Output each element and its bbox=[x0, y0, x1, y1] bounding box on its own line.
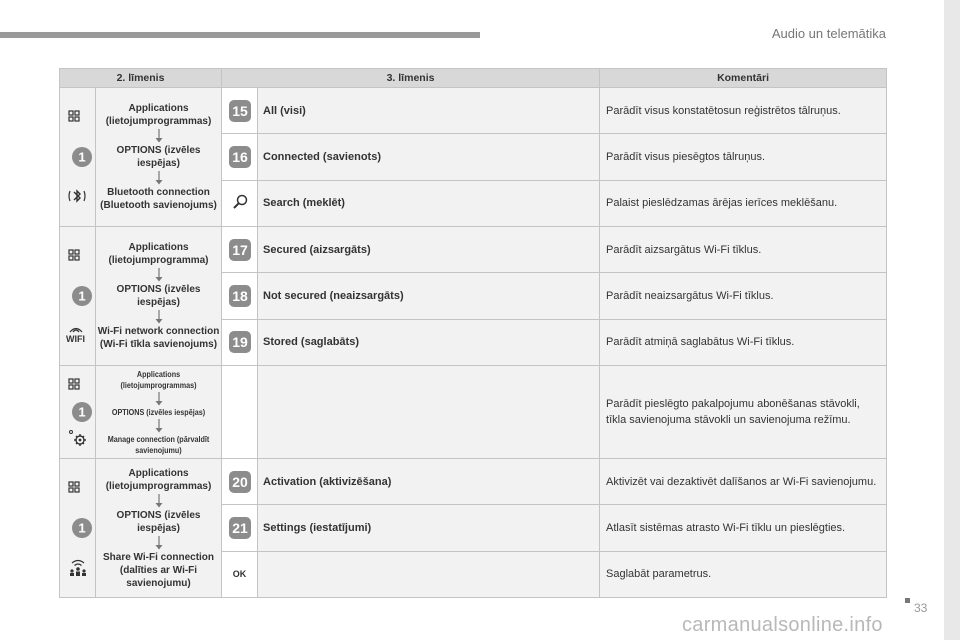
level1-number-badge bbox=[71, 517, 93, 539]
level3-option-label: All (visi) bbox=[258, 88, 600, 134]
page-number: 33 bbox=[914, 601, 928, 615]
svg-text:1: 1 bbox=[78, 288, 86, 304]
level3-badge-cell bbox=[222, 134, 258, 180]
wifi-label-icon bbox=[66, 325, 86, 344]
level1-number-badge bbox=[71, 146, 93, 168]
svg-text:1: 1 bbox=[78, 404, 86, 420]
svg-text:17: 17 bbox=[231, 241, 248, 258]
menu-path-step: Applications (lietojumprogrammas) bbox=[105, 103, 212, 127]
ok-icon: OK bbox=[232, 569, 247, 580]
menu-path bbox=[96, 102, 221, 212]
step-number-badge bbox=[228, 238, 252, 262]
menu-path-step: OPTIONS (izvēles iespējas) bbox=[116, 145, 201, 169]
level1-icon-cell bbox=[60, 366, 96, 459]
svg-text:15: 15 bbox=[231, 102, 248, 119]
arrow-down-icon bbox=[155, 392, 163, 406]
table-row bbox=[60, 459, 887, 505]
arrow-down-icon bbox=[155, 129, 163, 143]
menu-path-step: OPTIONS (izvēles iespējas) bbox=[111, 407, 206, 417]
grid-icon bbox=[68, 378, 80, 393]
step-number-badge bbox=[228, 145, 252, 169]
settings-gear-icon bbox=[67, 428, 89, 451]
header-level2: 2. līmenis bbox=[60, 69, 222, 88]
menu-path bbox=[96, 467, 221, 590]
side-strip bbox=[944, 0, 960, 640]
level3-badge-cell bbox=[222, 551, 258, 597]
level2-flow-cell bbox=[96, 88, 222, 227]
comment-cell: Parādīt atmiņā saglabātus Wi-Fi tīklus. bbox=[600, 319, 887, 365]
comment-cell: Aktivizēt vai dezaktivēt dalīšanos ar Wi-Fi savienojumu. bbox=[600, 459, 887, 505]
svg-text:19: 19 bbox=[231, 334, 248, 351]
comment-cell: Parādīt neaizsargātus Wi-Fi tīklus. bbox=[600, 273, 887, 319]
top-bar bbox=[0, 32, 480, 38]
arrow-down-icon bbox=[155, 310, 163, 324]
arrow-down-icon bbox=[155, 419, 163, 433]
level2-flow-cell bbox=[96, 459, 222, 598]
menu-path-step: OPTIONS (izvēles iespējas) bbox=[116, 284, 201, 308]
step-number-badge bbox=[228, 99, 252, 123]
menu-path bbox=[96, 241, 221, 351]
svg-text:21: 21 bbox=[231, 519, 248, 536]
arrow-down-icon bbox=[155, 268, 163, 282]
menu-path bbox=[96, 369, 221, 456]
level3-badge-cell bbox=[222, 88, 258, 134]
level3-option-label bbox=[258, 366, 600, 459]
arrow-down-icon bbox=[155, 494, 163, 508]
table-row bbox=[60, 227, 887, 273]
level3-option-label: Activation (aktivizēšana) bbox=[258, 459, 600, 505]
level3-badge-cell bbox=[222, 459, 258, 505]
level3-option-label: Connected (savienots) bbox=[258, 134, 600, 180]
step-number-badge bbox=[228, 516, 252, 540]
wifi-label: WIFI bbox=[66, 333, 85, 344]
section-title: Audio un telemātika bbox=[771, 26, 886, 41]
step-number-badge bbox=[228, 470, 252, 494]
watermark: carmanualsonline.info bbox=[682, 614, 883, 636]
table-header-row bbox=[60, 69, 887, 88]
menu-path-step: Manage connection (pārvaldīt savienojumu) bbox=[107, 434, 210, 455]
step-number-badge bbox=[228, 330, 252, 354]
grid-icon bbox=[68, 481, 80, 496]
menu-path-step: Applications (lietojumprogramma) bbox=[108, 242, 209, 266]
arrow-down-icon bbox=[155, 171, 163, 185]
menu-path-step: Applications (lietojumprogrammas) bbox=[105, 467, 212, 492]
comment-cell: Palaist pieslēdzamas ārējas ierīces meklēšanu. bbox=[600, 180, 887, 226]
header-level3: 3. līmenis bbox=[222, 69, 600, 88]
search-icon bbox=[230, 192, 250, 215]
level3-option-label: Search (meklēt) bbox=[258, 180, 600, 226]
level1-icon-cell bbox=[60, 227, 96, 366]
header-comments: Komentāri bbox=[600, 69, 887, 88]
comment-cell: Atlasīt sistēmas atrasto Wi-Fi tīklu un pieslēgties. bbox=[600, 505, 887, 551]
svg-text:20: 20 bbox=[231, 473, 248, 490]
level3-option-label: Secured (aizsargāts) bbox=[258, 227, 600, 273]
level3-badge-cell bbox=[222, 319, 258, 365]
step-number-badge bbox=[228, 284, 252, 308]
level3-option-label: Stored (saglabāts) bbox=[258, 319, 600, 365]
comment-cell: Parādīt aizsargātus Wi-Fi tīklus. bbox=[600, 227, 887, 273]
level3-badge-cell bbox=[222, 366, 258, 459]
comment-cell: Saglabāt parametrus. bbox=[600, 551, 887, 597]
svg-text:18: 18 bbox=[231, 287, 248, 304]
table-row bbox=[60, 88, 887, 134]
level2-flow-cell bbox=[96, 227, 222, 366]
menu-path-step: Wi-Fi network connection (Wi-Fi tīkla savienojums) bbox=[97, 326, 220, 350]
menu-table bbox=[59, 68, 887, 598]
share-wifi-icon bbox=[67, 557, 89, 580]
level3-badge-cell bbox=[222, 180, 258, 226]
table-row bbox=[60, 366, 887, 459]
comment-cell: Parādīt pieslēgto pakalpojumu abonēšanas stāvokli, tīkla savienojuma stāvokli un savienojuma režīmu. bbox=[600, 366, 887, 459]
menu-path-step: Bluetooth connection (Bluetooth savienojums) bbox=[100, 187, 217, 211]
level1-number-badge bbox=[71, 285, 93, 307]
level3-badge-cell bbox=[222, 273, 258, 319]
bluetooth-icon bbox=[67, 186, 87, 209]
grid-icon bbox=[68, 110, 80, 125]
level3-option-label: Settings (iestatījumi) bbox=[258, 505, 600, 551]
level2-flow-cell bbox=[96, 366, 222, 459]
level1-number-badge bbox=[71, 401, 93, 423]
svg-text:1: 1 bbox=[78, 149, 86, 165]
level1-icon-cell bbox=[60, 459, 96, 598]
svg-text:16: 16 bbox=[231, 148, 248, 165]
level3-option-label: Not secured (neaizsargāts) bbox=[258, 273, 600, 319]
comment-cell: Parādīt visus piesēgtos tālruņus. bbox=[600, 134, 887, 180]
page-bullet bbox=[905, 598, 910, 603]
level3-badge-cell bbox=[222, 227, 258, 273]
level3-option-label bbox=[258, 551, 600, 597]
level3-badge-cell bbox=[222, 505, 258, 551]
menu-path-step: Share Wi-Fi connection (dalīties ar Wi-Fi savienojumu) bbox=[102, 551, 215, 589]
menu-path-step: Applications (lietojumprogrammas) bbox=[120, 369, 197, 390]
menu-path-step: OPTIONS (izvēles iespējas) bbox=[116, 509, 201, 534]
comment-cell: Parādīt visus konstatētosun reģistrētos tālruņus. bbox=[600, 88, 887, 134]
svg-text:1: 1 bbox=[78, 520, 86, 536]
grid-icon bbox=[68, 249, 80, 264]
arrow-down-icon bbox=[155, 536, 163, 550]
level1-icon-cell bbox=[60, 88, 96, 227]
